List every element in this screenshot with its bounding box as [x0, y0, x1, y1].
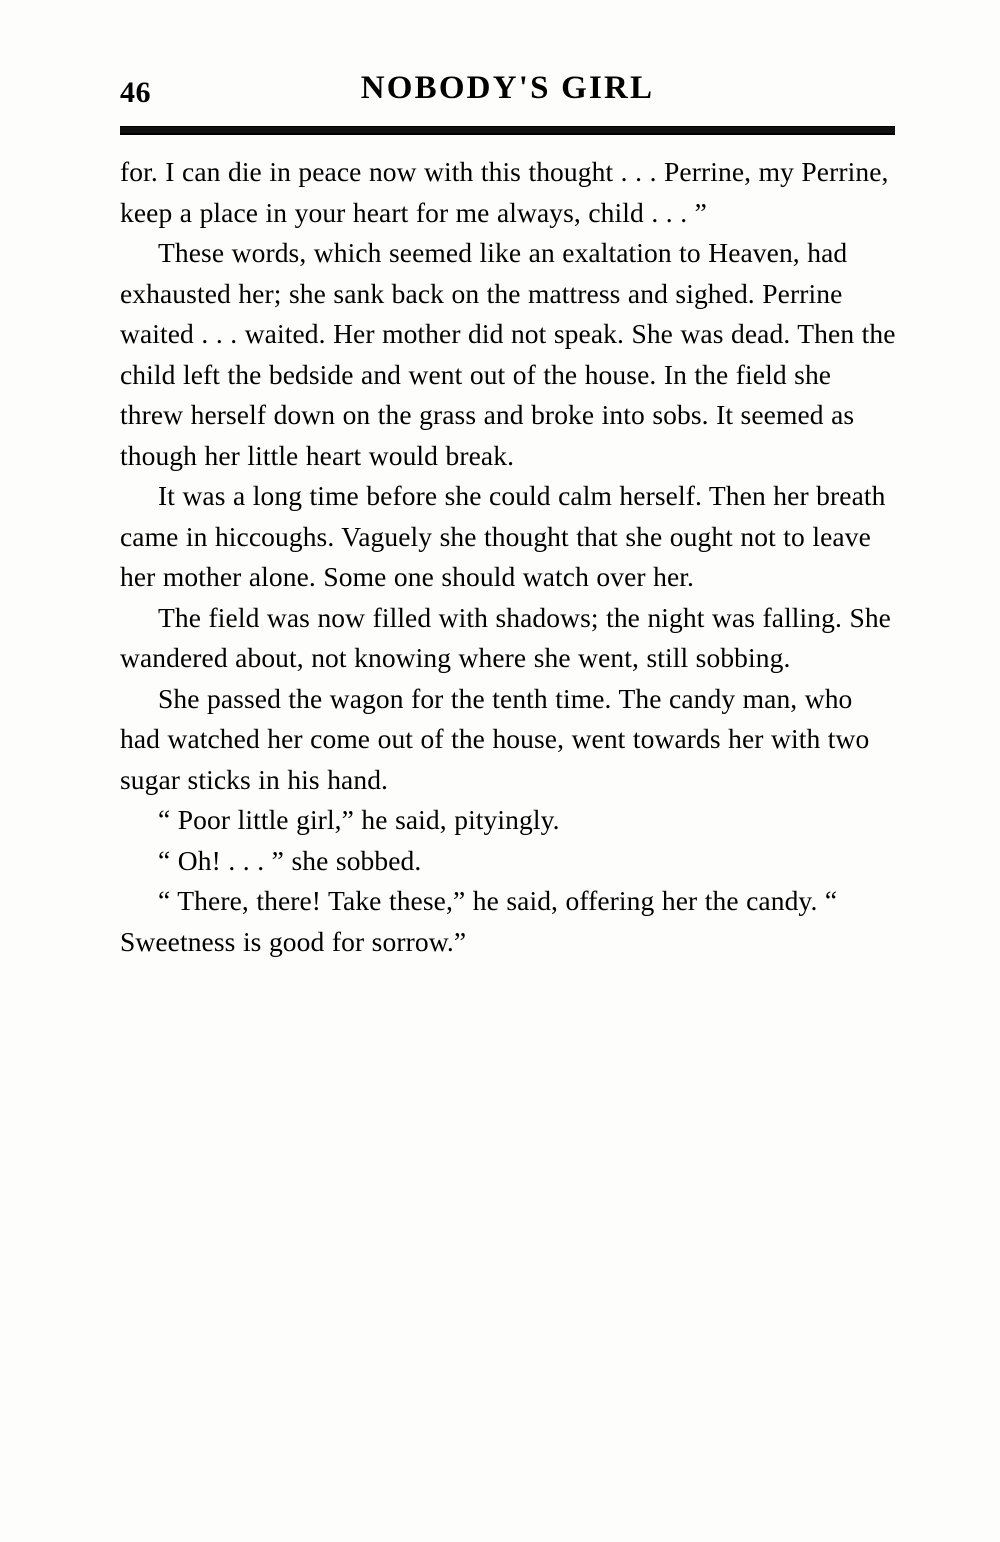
paragraph-5: She passed the wagon for the tenth time. The candy man, who had watched her come out of the house, went towards her with two sugar sticks in his hand. [120, 682, 870, 795]
running-title: NOBODY'S GIRL [360, 70, 655, 106]
page-header [120, 70, 895, 116]
page-body [120, 152, 898, 962]
paragraph-2: These words, which seemed like an exaltation to Heaven, had exhausted her; she sank back on the mattress and sighed. Perrine waited . . . waited. Her mother did not speak. She was dead. Then the child left the bedside and went out of the house. In the field she threw herself down on the grass and broke into sobs. It seemed as though her little heart would break. [120, 237, 896, 471]
paragraph-7: “ Oh! . . . ” she sobbed. [158, 844, 422, 876]
paragraph-4: The field was now filled with shadows; the night was falling. She wandered about, not knowing where she went, still sobbing. [120, 601, 891, 673]
page-number: 46 [120, 76, 151, 109]
paragraph-1: for. I can die in peace now with this thought . . . Perrine, my Perrine, keep a place in your heart for me always, child . . . ” [120, 156, 889, 228]
paragraph-3: It was a long time before she could calm herself. Then her breath came in hiccoughs. Vaguely she thought that she ought not to leave her mother alone. Some one should watch over her. [120, 480, 886, 592]
header-rule [120, 126, 895, 135]
paragraph-8: “ There, there! Take these,” he said, offering her the candy. “ Sweetness is good for sorrow.” [120, 885, 838, 957]
paragraph-6: “ Poor little girl,” he said, pityingly. [158, 804, 560, 835]
